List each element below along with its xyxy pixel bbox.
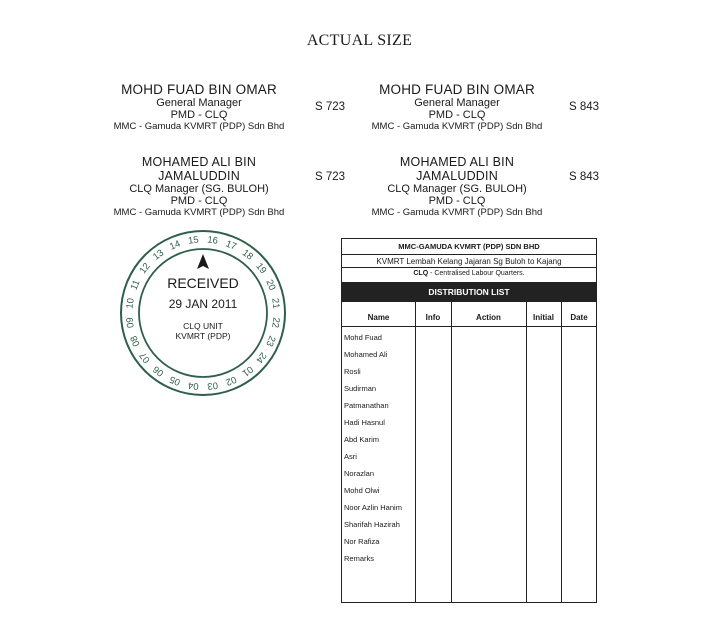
seal-ring-number: 22 (269, 316, 282, 329)
received-date-seal (118, 228, 288, 398)
divider (342, 254, 596, 255)
seal-ring-number: 16 (206, 234, 219, 247)
seal-ring-number: 14 (168, 238, 183, 253)
stamp-code: S 723 (315, 171, 346, 183)
stamp-name: MOHD FUAD BIN OMAR (121, 82, 277, 97)
seal-ring-number: 10 (124, 297, 137, 310)
seal-ring-number: 15 (187, 234, 200, 247)
stamp-position: General Manager (414, 97, 500, 109)
form-clq-line (342, 270, 596, 277)
divider (342, 326, 596, 327)
seal-ring-number: 18 (239, 247, 255, 263)
column-header: Info (425, 313, 441, 322)
seal-ring-number: 23 (263, 333, 278, 348)
name-stamp (371, 83, 543, 133)
seal-ring-number: 04 (187, 379, 200, 392)
distribution-list-form (341, 238, 597, 603)
list-item: Sharifah Hazirah (344, 520, 400, 529)
stamp-code: S 843 (569, 171, 600, 183)
seal-ring-number: 06 (151, 363, 167, 379)
seal-ring-number: 02 (223, 373, 238, 388)
seal-ring-number: 08 (128, 333, 143, 348)
column-divider (415, 302, 416, 602)
seal-ring-number: 13 (151, 247, 167, 263)
form-project: KVMRT Lembah Kelang Jajaran Sg Buloh to Kajang (376, 257, 562, 266)
seal-ring-number: 01 (239, 363, 255, 379)
seal-ring-number: 09 (124, 316, 137, 329)
list-item: Abd Karim (344, 435, 380, 444)
seal-unit: CLQ UNIT (183, 321, 223, 331)
seal-ring-number: 07 (137, 349, 153, 365)
stamp-company: MMC - Gamuda KVMRT (PDP) Sdn Bhd (113, 207, 285, 218)
list-item: Hadi Hasnul (344, 418, 385, 427)
column-header: Initial (533, 313, 554, 322)
stamp-position: CLQ Manager (SG. BULOH) (129, 183, 269, 195)
stamp-name: MOHAMED ALI BIN JAMALUDDIN (141, 155, 257, 183)
list-item: Mohamed Ali (344, 350, 388, 359)
stamp-dept: PMD - CLQ (170, 195, 228, 207)
clq-code: CLQ (413, 270, 429, 277)
list-item: Mohd Fuad (344, 333, 382, 342)
stamp-company: MMC - Gamuda KVMRT (PDP) Sdn Bhd (371, 207, 543, 218)
seal-ring-number: 20 (263, 278, 278, 293)
seal-org: KVMRT (PDP) (175, 331, 231, 341)
seal-ring-number: 12 (137, 261, 153, 277)
seal-ring-number: 11 (128, 278, 143, 292)
list-item: Norazlan (344, 469, 375, 478)
stamp-name: MOHD FUAD BIN OMAR (379, 82, 535, 97)
seal-ring-number: 19 (253, 261, 269, 277)
form-company: MMC-GAMUDA KVMRT (PDP) SDN BHD (398, 242, 540, 251)
column-header: Action (476, 313, 501, 322)
seal-ring-number: 24 (253, 349, 269, 365)
divider (342, 267, 596, 268)
list-item: Asri (344, 452, 357, 461)
name-stamp (110, 155, 288, 219)
stamp-dept: PMD - CLQ (428, 109, 486, 121)
stamp-company: MMC - Gamuda KVMRT (PDP) Sdn Bhd (371, 121, 543, 132)
seal-date: 29 JAN 2011 (168, 297, 238, 311)
name-stamp (368, 155, 546, 219)
page-title: ACTUAL SIZE (306, 32, 413, 49)
column-header: Date (570, 313, 588, 322)
list-item: Noor Azlin Hanim (344, 503, 402, 512)
stamp-position: CLQ Manager (SG. BULOH) (387, 183, 527, 195)
list-item: Remarks (344, 554, 375, 563)
seal-ring-number: 05 (168, 373, 183, 388)
stamp-dept: PMD - CLQ (428, 195, 486, 207)
seal-ring-number: 03 (206, 379, 219, 392)
stamp-dept: PMD - CLQ (170, 109, 228, 121)
stamp-name: MOHAMED ALI BIN JAMALUDDIN (399, 155, 515, 183)
list-item: Rosli (344, 367, 361, 376)
seal-received-label: RECEIVED (167, 275, 239, 291)
list-title-bar: DISTRIBUTION LIST (342, 282, 596, 302)
column-divider (561, 302, 562, 602)
list-item: Patmanathan (344, 401, 389, 410)
list-item: Nor Rafiza (344, 537, 380, 546)
column-divider (451, 302, 452, 602)
stamp-code: S 723 (315, 101, 346, 113)
seal-ring-number: 17 (223, 238, 238, 253)
clq-desc: - Centralised Labour Quarters. (428, 270, 525, 277)
seal-ring-number: 21 (269, 297, 282, 310)
stamp-code: S 843 (569, 101, 600, 113)
column-divider (526, 302, 527, 602)
list-item: Mohd Olwi (344, 486, 380, 495)
column-header: Name (367, 313, 390, 322)
stamp-position: General Manager (156, 97, 242, 109)
stamp-company: MMC - Gamuda KVMRT (PDP) Sdn Bhd (113, 121, 285, 132)
north-arrow-icon (197, 254, 209, 269)
name-stamp (113, 83, 285, 133)
list-item: Sudirman (344, 384, 377, 393)
